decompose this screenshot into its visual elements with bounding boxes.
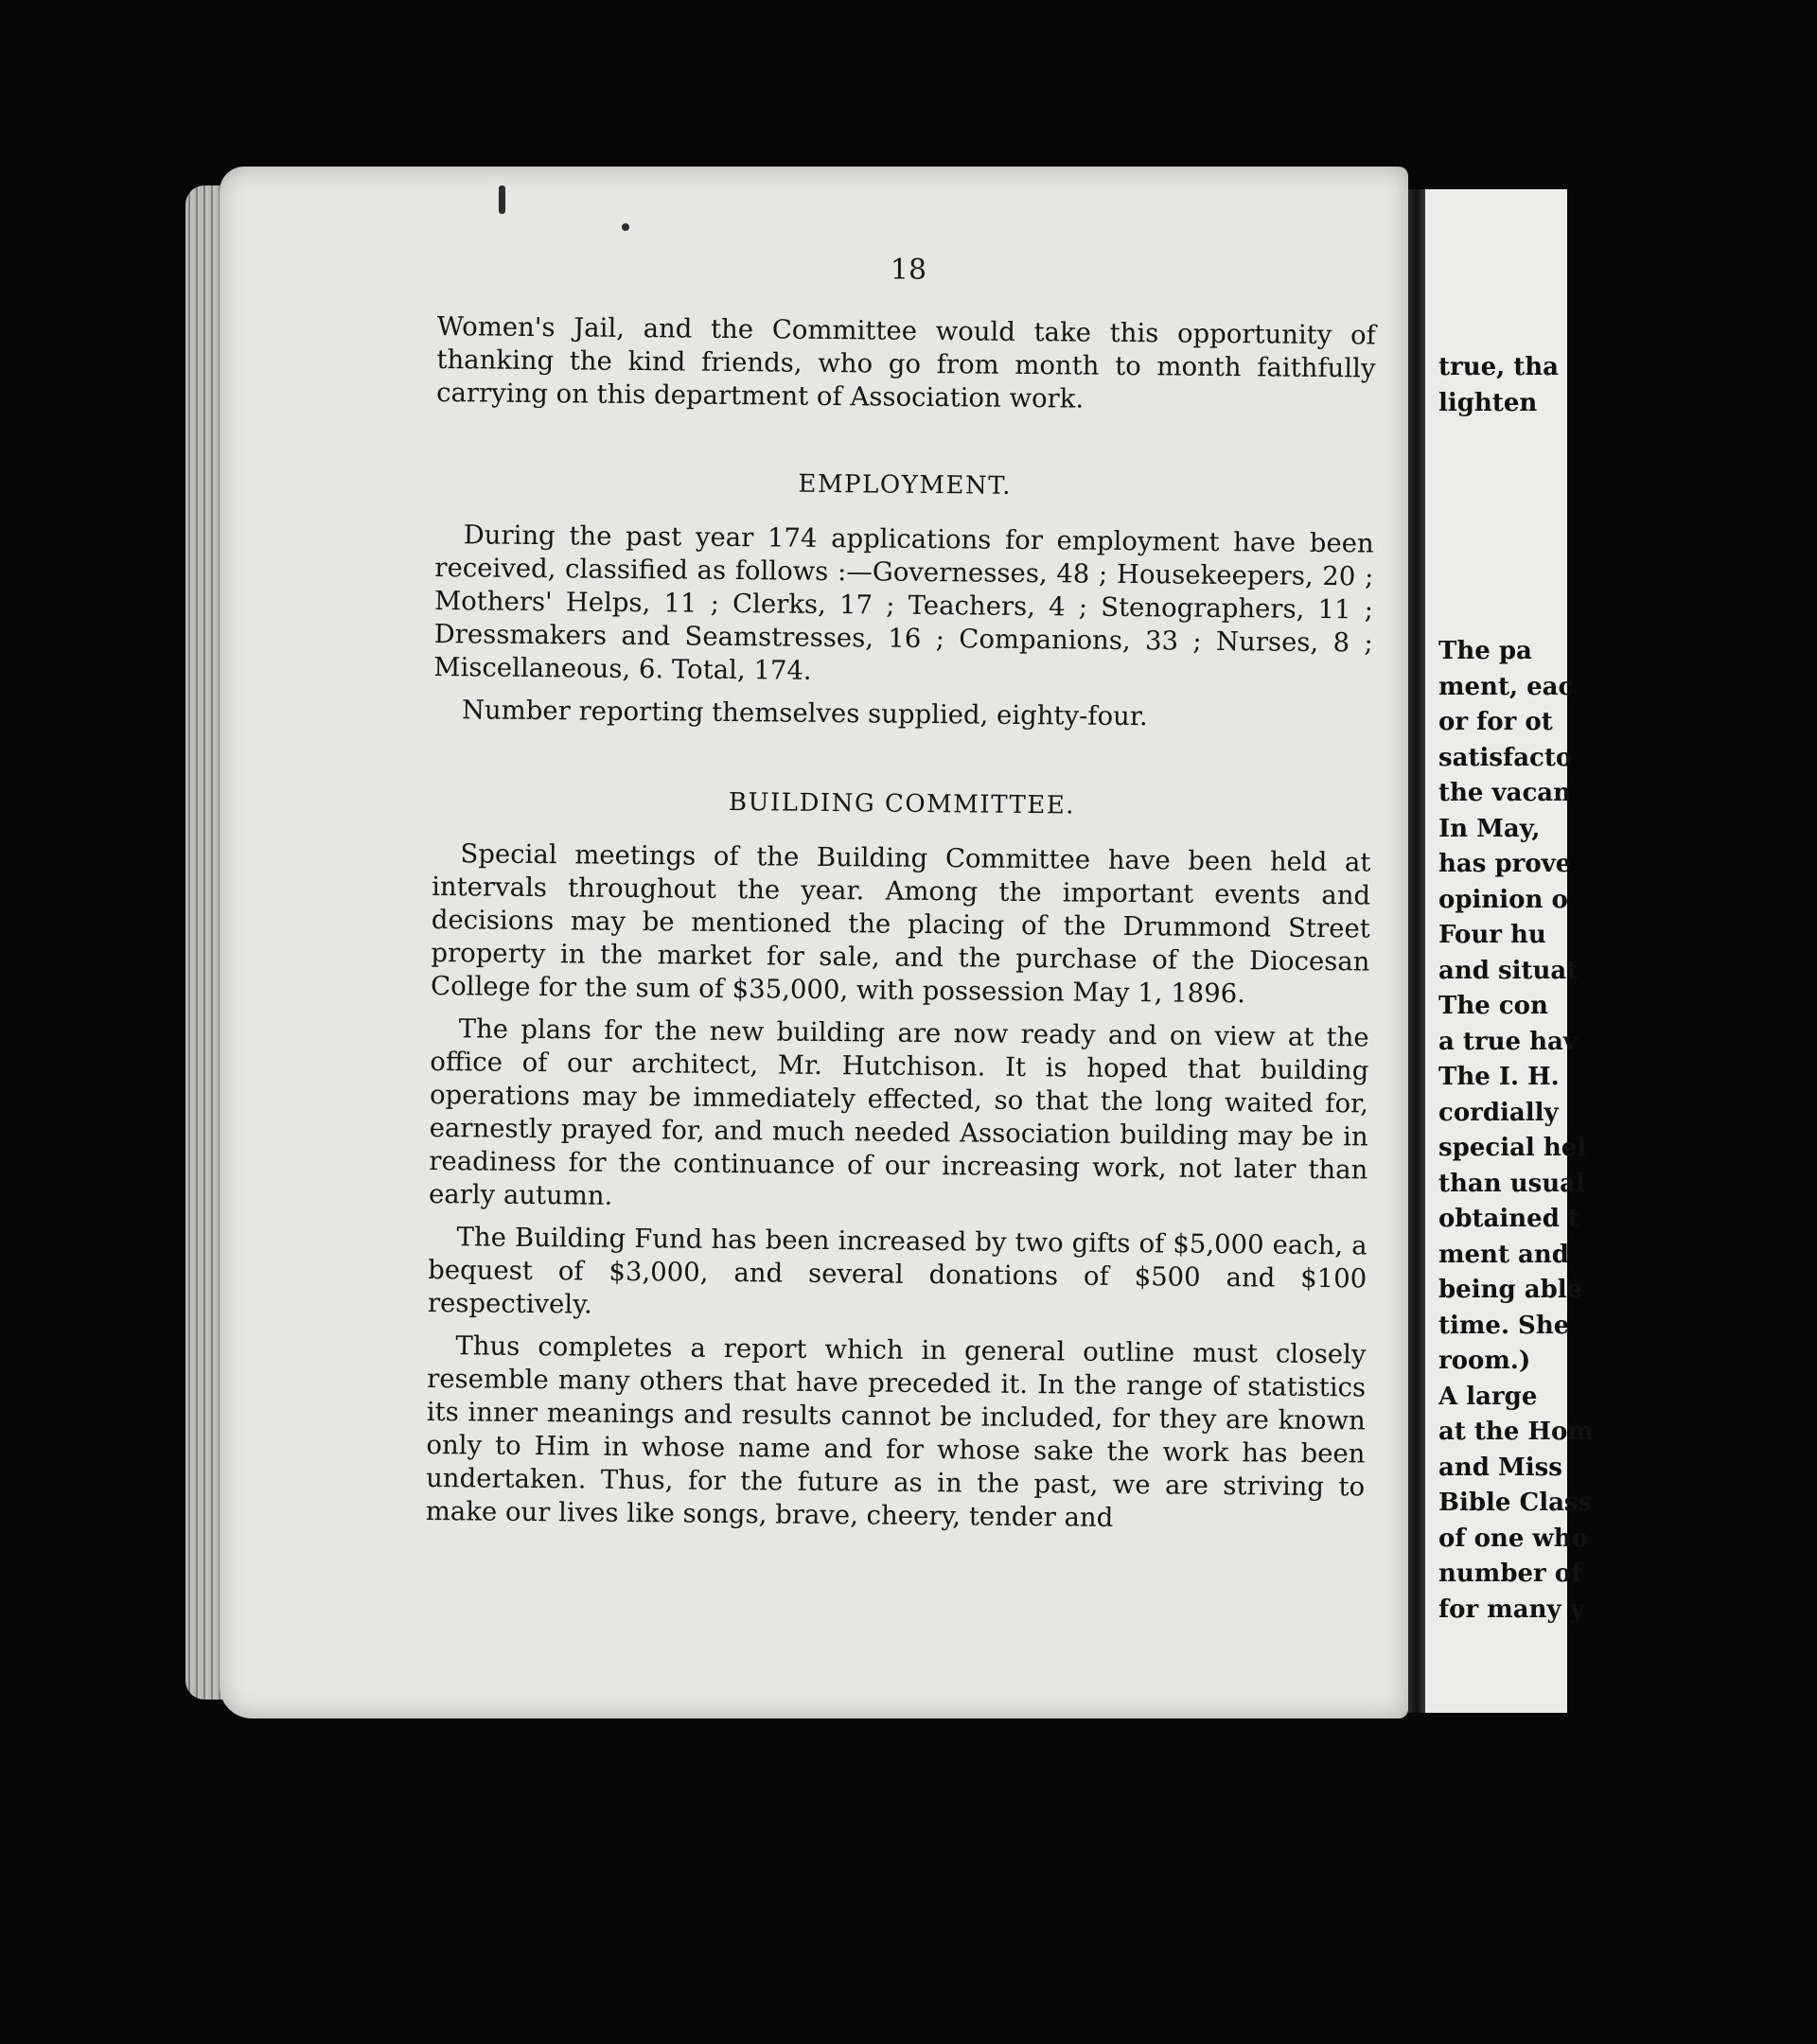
facing-page-line: In May, xyxy=(1438,814,1541,843)
facing-page-line: cordially xyxy=(1438,1098,1559,1127)
facing-page-line: for many y xyxy=(1438,1595,1584,1624)
facing-page-line: a true hav xyxy=(1438,1027,1578,1056)
employment-paragraph: During the past year 174 applications for employment have been received, classified as follows :—Governesses, 48 ; Housekeepers, 20 ; Mothers' Helps, 11 ; Clerks, 17 ; Teachers, 4 ; Stenographers, 11 ; Dressmakers and Seamstresses, 16 ; Companions, 33 ; Nurses, 8 ; Miscellaneous, 6. Total, 174. xyxy=(433,520,1374,686)
facing-page-line: special hel xyxy=(1438,1134,1587,1162)
facing-page-line: obtained t xyxy=(1438,1205,1579,1233)
building-paragraph-plans: The plans for the new building are now ready and on view at the office of our architect, Mr. Hutchison. It is hoped that building operations may be immediately effected, so that the long waited for, earnestly prayed for, and much needed Association building may be in readiness for the continuance of our increasing work, not later than early autumn. xyxy=(428,1013,1369,1211)
employment-supplied-paragraph: Number reporting themselves supplied, eighty-four. xyxy=(461,695,1148,732)
facing-page-line: satisfacto xyxy=(1438,743,1573,772)
facing-page-line: and situat xyxy=(1438,956,1579,985)
left-page-text xyxy=(426,310,1376,1546)
facing-page-line: opinion o xyxy=(1438,885,1568,914)
building-paragraph-meetings: Special meetings of the Building Committee have been held at intervals throughout the year. Among the important events and decisions may be mentioned the placing of the Drummond Street property in the market for sale, and the purchase of the Diocesan College for the sum of $35,000, with possession May 1, 1896. xyxy=(430,838,1371,1010)
facing-page-line: than usual xyxy=(1438,1169,1585,1198)
ink-mark xyxy=(499,185,505,214)
facing-page-line: being able xyxy=(1438,1276,1583,1304)
closing-paragraph: Thus completes a report which in general outline must closely resemble many others that have preceded it. In the range of statistics its inner meanings and results cannot be included, for they are known only to Him in whose name and for whose sake the work has been undertaken. Thus, for the future as in the past, we are striving to make our lives like songs, brave, cheery, tender and xyxy=(425,1330,1367,1533)
facing-page-line: The pa xyxy=(1438,637,1532,665)
building-committee-heading: BUILDING COMMITTEE. xyxy=(728,787,1076,820)
facing-page-text xyxy=(1438,350,1817,1628)
facing-page-line: ment, eac xyxy=(1438,672,1574,701)
facing-page-line: lighten xyxy=(1438,388,1538,417)
facing-page-line: The I. H. xyxy=(1438,1063,1560,1091)
facing-page-line: ment and xyxy=(1438,1240,1569,1269)
facing-page-line: room.) xyxy=(1438,1347,1531,1375)
facing-page-top-lines xyxy=(1438,350,1817,421)
facing-page-line: the vacan xyxy=(1438,779,1572,807)
facing-page-line: number of xyxy=(1438,1559,1582,1588)
facing-page-lines xyxy=(1438,634,1817,1628)
facing-page xyxy=(1425,189,1594,1713)
facing-page-line: and Miss xyxy=(1438,1453,1562,1482)
facing-page-line: or for ot xyxy=(1438,708,1553,736)
facing-page-line: true, tha xyxy=(1438,353,1560,381)
facing-page-line: Four hu xyxy=(1438,921,1546,949)
building-paragraph-fund: The Building Fund has been increased by two gifts of $5,000 each, a bequest of $3,000, and several donations of $500 and $100 respectively. xyxy=(427,1222,1367,1320)
facing-page-line: Bible Class xyxy=(1438,1489,1593,1517)
book-gutter xyxy=(1408,189,1425,1713)
employment-heading: EMPLOYMENT. xyxy=(798,469,1013,501)
page-number: 18 xyxy=(890,254,927,287)
facing-page-line: The con xyxy=(1438,992,1548,1020)
facing-page-line: at the Hom xyxy=(1438,1418,1594,1446)
continued-paragraph: Women's Jail, and the Committee would take this opportunity of thanking the kind friends, who go from month to month faithfully carrying on this department of Association work. xyxy=(436,310,1376,414)
facing-page-line: A large xyxy=(1438,1382,1538,1411)
ink-dot xyxy=(622,223,629,231)
facing-page-line: of one who xyxy=(1438,1524,1589,1553)
facing-page-line: has prove xyxy=(1438,850,1572,878)
facing-page-line: time. She xyxy=(1438,1311,1570,1340)
